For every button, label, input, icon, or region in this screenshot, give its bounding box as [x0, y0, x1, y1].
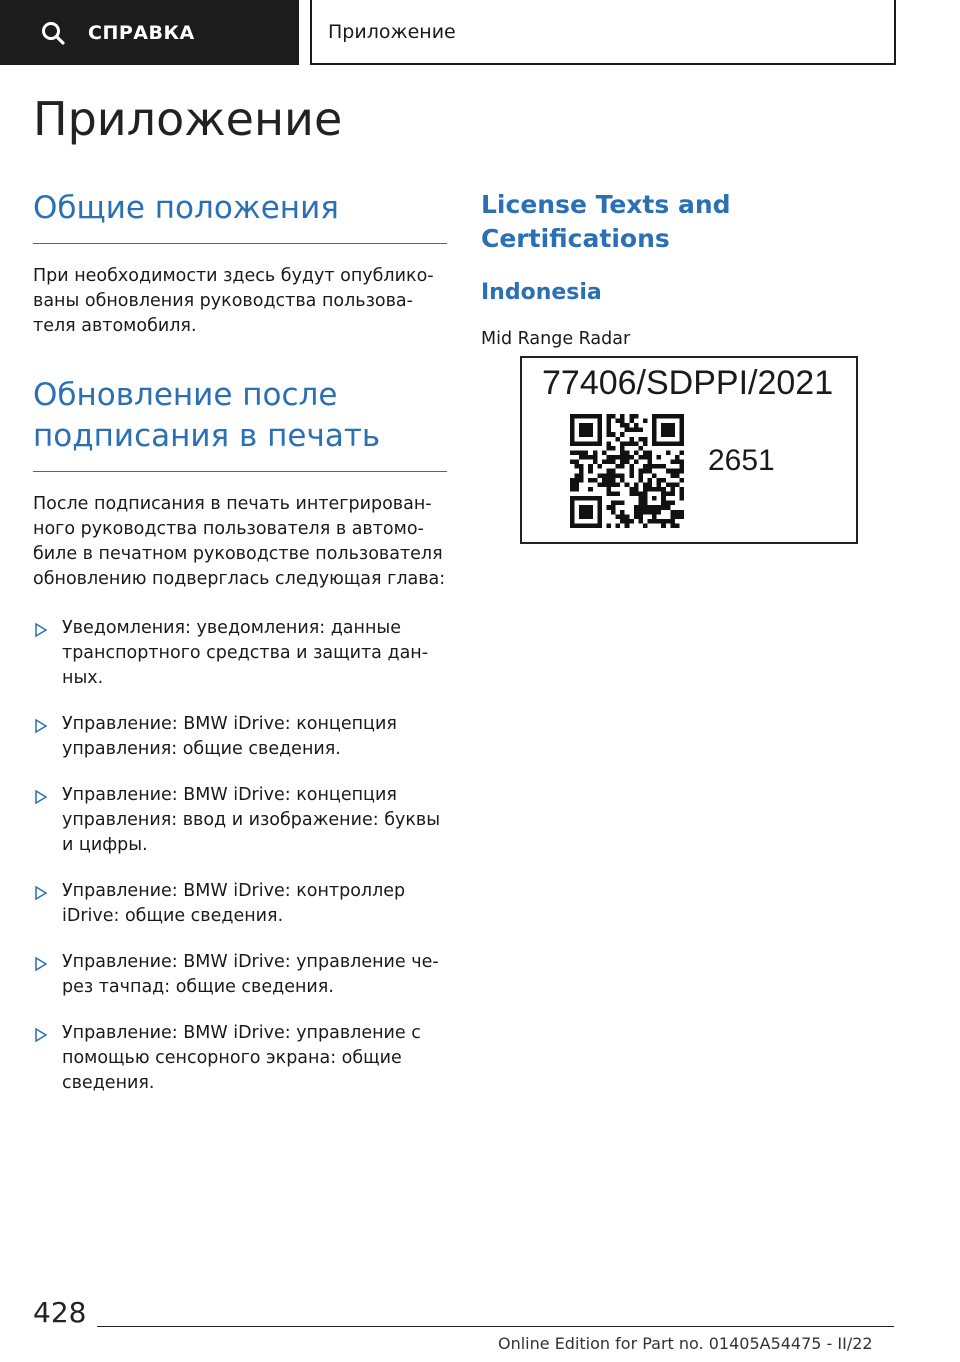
update-text: После подписания в печать интегрирован- ного руководства пользователя в автомо- биле в печатном руководстве пользователя обновлению подверглась следующая глава: — [33, 494, 446, 589]
triangle-bullet-icon — [35, 719, 47, 733]
list-item[interactable]: Управление: BMW iDrive: управление че- рез тачпад: общие сведения. — [33, 950, 447, 1000]
triangle-bullet-icon — [35, 790, 47, 804]
left-column — [33, 188, 447, 1117]
search-icon — [40, 20, 66, 46]
page-number: 428 — [33, 1296, 87, 1329]
list-item[interactable]: Управление: BMW iDrive: управление с помощью сенсорного экрана: общие сведения. — [33, 1021, 447, 1096]
heading-rule — [33, 243, 447, 244]
section-label: СПРАВКА — [88, 21, 195, 44]
footer-rule — [97, 1326, 894, 1327]
page-title: Приложение — [33, 92, 343, 146]
general-text: При необходимости здесь будут опублико- ваны обновления руководства пользова- теля автомобиля. — [33, 266, 434, 336]
triangle-bullet-icon — [35, 886, 47, 900]
chapter-label: Приложение — [328, 20, 456, 43]
edition-note: Online Edition for Part no. 01405A54475 - II/22 — [498, 1334, 873, 1353]
general-heading: Общие положения — [33, 190, 339, 226]
list-item[interactable]: Управление: BMW iDrive: контроллер iDrive: общие сведения. — [33, 879, 447, 929]
heading-rule — [33, 471, 447, 472]
list-item[interactable]: Управление: BMW iDrive: концепция управления: ввод и изображение: буквы и цифры. — [33, 783, 447, 858]
updated-chapters-list — [33, 616, 447, 1096]
triangle-bullet-icon — [35, 1028, 47, 1042]
section-tab[interactable] — [0, 0, 299, 65]
chapter-tab[interactable] — [310, 0, 896, 65]
qr-code-icon — [570, 414, 684, 528]
device-label: Mid Range Radar — [481, 329, 631, 349]
triangle-bullet-icon — [35, 957, 47, 971]
country-heading: Indonesia — [481, 280, 602, 305]
list-item[interactable]: Управление: BMW iDrive: концепция управления: общие сведения. — [33, 712, 447, 762]
certification-label-image — [520, 356, 858, 544]
certificate-number: 2651 — [708, 444, 775, 477]
right-column — [481, 188, 901, 352]
certificate-code: 77406/SDPPI/2021 — [542, 364, 834, 402]
update-heading: Обновление после подписания в печать — [33, 377, 381, 454]
triangle-bullet-icon — [35, 623, 47, 637]
list-item[interactable]: Уведомления: уведомления: данные транспортного средства и защита дан- ных. — [33, 616, 447, 691]
license-heading: License Texts and Certifications — [481, 190, 731, 253]
